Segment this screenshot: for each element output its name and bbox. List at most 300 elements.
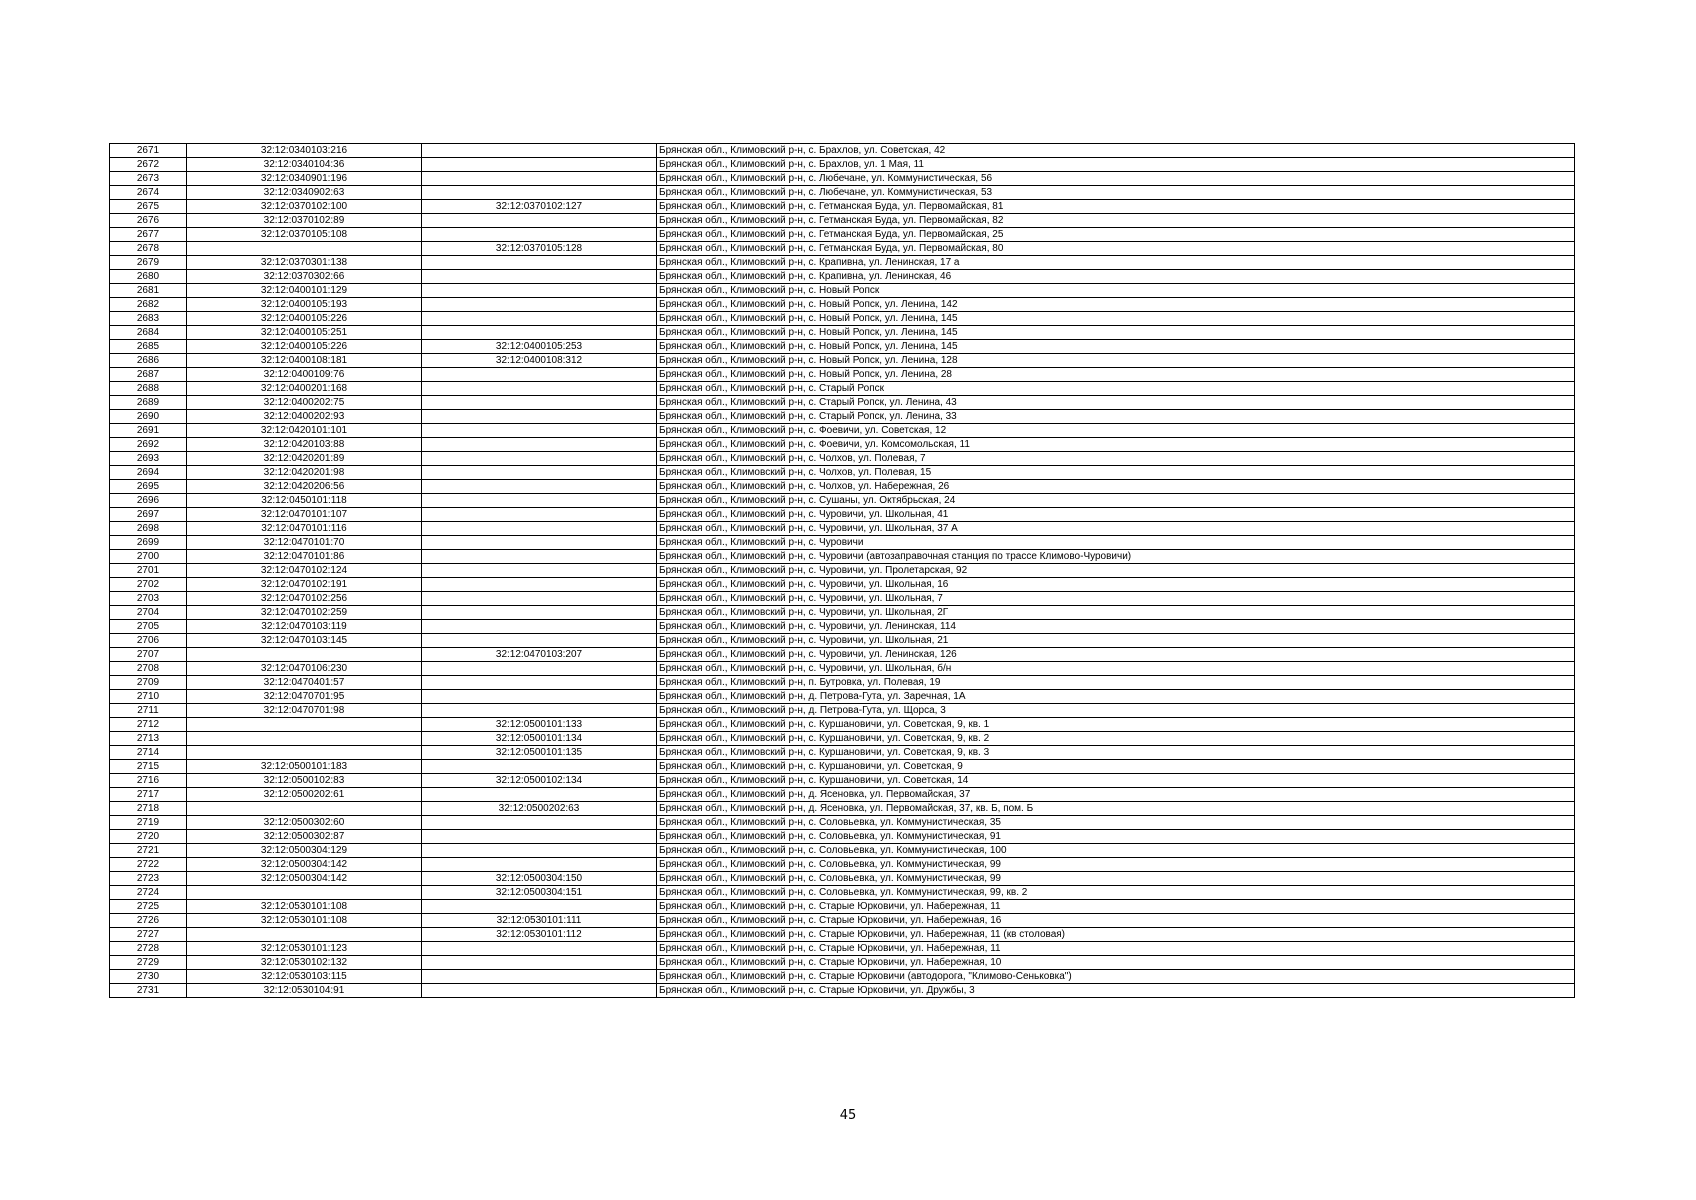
cadastral-number-cell: 32:12:0450101:118: [187, 494, 422, 508]
row-number-cell: 2697: [110, 508, 187, 522]
address-cell: Брянская обл., Климовский р-н, с. Брахлов, ул. 1 Мая, 11: [657, 158, 1575, 172]
related-cadastral-number-cell: [422, 816, 657, 830]
related-cadastral-number-cell: [422, 984, 657, 998]
related-cadastral-number-cell: [422, 564, 657, 578]
row-number-cell: 2682: [110, 298, 187, 312]
row-number-cell: 2716: [110, 774, 187, 788]
table-row: [110, 620, 1575, 634]
cadastral-number-cell: 32:12:0420201:89: [187, 452, 422, 466]
related-cadastral-number-cell: [422, 942, 657, 956]
related-cadastral-number-cell: [422, 410, 657, 424]
address-cell: Брянская обл., Климовский р-н, с. Гетманская Буда, ул. Первомайская, 81: [657, 200, 1575, 214]
table-row: [110, 956, 1575, 970]
table-row: [110, 760, 1575, 774]
cadastral-number-cell: 32:12:0470101:70: [187, 536, 422, 550]
related-cadastral-number-cell: [422, 690, 657, 704]
row-number-cell: 2722: [110, 858, 187, 872]
row-number-cell: 2675: [110, 200, 187, 214]
row-number-cell: 2724: [110, 886, 187, 900]
related-cadastral-number-cell: [422, 172, 657, 186]
related-cadastral-number-cell: [422, 326, 657, 340]
cadastral-number-cell: 32:12:0470102:124: [187, 564, 422, 578]
address-cell: Брянская обл., Климовский р-н, с. Чолхов, ул. Полевая, 15: [657, 466, 1575, 480]
address-cell: Брянская обл., Климовский р-н, с. Чуровичи, ул. Ленинская, 126: [657, 648, 1575, 662]
row-number-cell: 2714: [110, 746, 187, 760]
row-number-cell: 2708: [110, 662, 187, 676]
table-row: [110, 970, 1575, 984]
row-number-cell: 2702: [110, 578, 187, 592]
table-row: [110, 228, 1575, 242]
related-cadastral-number-cell: 32:12:0370102:127: [422, 200, 657, 214]
address-cell: Брянская обл., Климовский р-н, с. Гетманская Буда, ул. Первомайская, 25: [657, 228, 1575, 242]
cadastral-number-cell: 32:12:0470101:86: [187, 550, 422, 564]
address-cell: Брянская обл., Климовский р-н, д. Ясеновка, ул. Первомайская, 37, кв. Б, пом. Б: [657, 802, 1575, 816]
cadastral-number-cell: [187, 732, 422, 746]
table-row: [110, 718, 1575, 732]
cadastral-number-cell: 32:12:0400201:168: [187, 382, 422, 396]
related-cadastral-number-cell: [422, 480, 657, 494]
cadastral-number-cell: 32:12:0370102:89: [187, 214, 422, 228]
address-cell: Брянская обл., Климовский р-н, с. Куршановичи, ул. Советская, 9: [657, 760, 1575, 774]
related-cadastral-number-cell: [422, 312, 657, 326]
row-number-cell: 2699: [110, 536, 187, 550]
cadastral-number-cell: 32:12:0500304:129: [187, 844, 422, 858]
related-cadastral-number-cell: [422, 396, 657, 410]
table-row: [110, 452, 1575, 466]
table-row: [110, 648, 1575, 662]
row-number-cell: 2727: [110, 928, 187, 942]
table-row: [110, 690, 1575, 704]
related-cadastral-number-cell: 32:12:0500202:63: [422, 802, 657, 816]
table-row: [110, 382, 1575, 396]
address-cell: Брянская обл., Климовский р-н, с. Чуровичи, ул. Школьная, 41: [657, 508, 1575, 522]
cadastral-number-cell: 32:12:0370105:108: [187, 228, 422, 242]
related-cadastral-number-cell: 32:12:0400108:312: [422, 354, 657, 368]
related-cadastral-number-cell: 32:12:0500102:134: [422, 774, 657, 788]
table-row: [110, 886, 1575, 900]
address-cell: Брянская обл., Климовский р-н, с. Любечане, ул. Коммунистическая, 56: [657, 172, 1575, 186]
address-cell: Брянская обл., Климовский р-н, с. Соловьевка, ул. Коммунистическая, 91: [657, 830, 1575, 844]
related-cadastral-number-cell: [422, 382, 657, 396]
cadastral-number-cell: 32:12:0400202:93: [187, 410, 422, 424]
row-number-cell: 2687: [110, 368, 187, 382]
address-cell: Брянская обл., Климовский р-н, с. Чолхов, ул. Набережная, 26: [657, 480, 1575, 494]
row-number-cell: 2679: [110, 256, 187, 270]
row-number-cell: 2693: [110, 452, 187, 466]
address-cell: Брянская обл., Климовский р-н, с. Старый Ропск, ул. Ленина, 43: [657, 396, 1575, 410]
table-row: [110, 438, 1575, 452]
related-cadastral-number-cell: [422, 634, 657, 648]
table-row: [110, 354, 1575, 368]
related-cadastral-number-cell: [422, 956, 657, 970]
table-row: [110, 270, 1575, 284]
address-cell: Брянская обл., Климовский р-н, с. Чуровичи, ул. Школьная, б/н: [657, 662, 1575, 676]
address-cell: Брянская обл., Климовский р-н, с. Новый Ропск, ул. Ленина, 142: [657, 298, 1575, 312]
row-number-cell: 2690: [110, 410, 187, 424]
table-row: [110, 522, 1575, 536]
address-cell: Брянская обл., Климовский р-н, с. Чуровичи, ул. Школьная, 21: [657, 634, 1575, 648]
related-cadastral-number-cell: [422, 284, 657, 298]
related-cadastral-number-cell: 32:12:0500101:134: [422, 732, 657, 746]
table-row: [110, 928, 1575, 942]
table-row: [110, 914, 1575, 928]
related-cadastral-number-cell: [422, 662, 657, 676]
related-cadastral-number-cell: [422, 830, 657, 844]
address-cell: Брянская обл., Климовский р-н, с. Новый Ропск, ул. Ленина, 28: [657, 368, 1575, 382]
table-row: [110, 340, 1575, 354]
cadastral-number-cell: 32:12:0470103:145: [187, 634, 422, 648]
related-cadastral-number-cell: 32:12:0500101:133: [422, 718, 657, 732]
cadastral-number-cell: 32:12:0530101:123: [187, 942, 422, 956]
table-row: [110, 284, 1575, 298]
related-cadastral-number-cell: [422, 522, 657, 536]
related-cadastral-number-cell: [422, 676, 657, 690]
table-row: [110, 480, 1575, 494]
row-number-cell: 2707: [110, 648, 187, 662]
row-number-cell: 2685: [110, 340, 187, 354]
row-number-cell: 2674: [110, 186, 187, 200]
address-cell: Брянская обл., Климовский р-н, д. Петрова-Гута, ул. Щорса, 3: [657, 704, 1575, 718]
row-number-cell: 2689: [110, 396, 187, 410]
cadastral-number-cell: 32:12:0420206:56: [187, 480, 422, 494]
address-cell: Брянская обл., Климовский р-н, с. Куршановичи, ул. Советская, 14: [657, 774, 1575, 788]
row-number-cell: 2721: [110, 844, 187, 858]
cadastral-number-cell: 32:12:0470101:107: [187, 508, 422, 522]
row-number-cell: 2731: [110, 984, 187, 998]
table-row: [110, 242, 1575, 256]
related-cadastral-number-cell: 32:12:0400105:253: [422, 340, 657, 354]
related-cadastral-number-cell: [422, 270, 657, 284]
row-number-cell: 2713: [110, 732, 187, 746]
row-number-cell: 2723: [110, 872, 187, 886]
related-cadastral-number-cell: [422, 452, 657, 466]
table-row: [110, 662, 1575, 676]
cadastral-number-cell: [187, 886, 422, 900]
row-number-cell: 2695: [110, 480, 187, 494]
cadastral-number-cell: 32:12:0500302:87: [187, 830, 422, 844]
row-number-cell: 2681: [110, 284, 187, 298]
row-number-cell: 2718: [110, 802, 187, 816]
row-number-cell: 2700: [110, 550, 187, 564]
table-row: [110, 550, 1575, 564]
related-cadastral-number-cell: 32:12:0500304:150: [422, 872, 657, 886]
table-row: [110, 424, 1575, 438]
address-cell: Брянская обл., Климовский р-н, с. Чуровичи: [657, 536, 1575, 550]
row-number-cell: 2730: [110, 970, 187, 984]
row-number-cell: 2725: [110, 900, 187, 914]
table-row: [110, 802, 1575, 816]
row-number-cell: 2671: [110, 144, 187, 158]
address-cell: Брянская обл., Климовский р-н, с. Новый Ропск, ул. Ленина, 128: [657, 354, 1575, 368]
related-cadastral-number-cell: [422, 438, 657, 452]
table-row: [110, 900, 1575, 914]
cadastral-number-cell: [187, 746, 422, 760]
related-cadastral-number-cell: [422, 368, 657, 382]
related-cadastral-number-cell: [422, 858, 657, 872]
related-cadastral-number-cell: [422, 620, 657, 634]
address-cell: Брянская обл., Климовский р-н, с. Соловьевка, ул. Коммунистическая, 99, кв. 2: [657, 886, 1575, 900]
cadastral-number-cell: 32:12:0500302:60: [187, 816, 422, 830]
related-cadastral-number-cell: [422, 298, 657, 312]
cadastral-number-cell: 32:12:0470101:116: [187, 522, 422, 536]
cadastral-number-cell: [187, 242, 422, 256]
row-number-cell: 2678: [110, 242, 187, 256]
address-cell: Брянская обл., Климовский р-н, с. Гетманская Буда, ул. Первомайская, 82: [657, 214, 1575, 228]
cadastral-number-cell: 32:12:0340103:216: [187, 144, 422, 158]
row-number-cell: 2676: [110, 214, 187, 228]
cadastral-number-cell: 32:12:0500101:183: [187, 760, 422, 774]
table-row: [110, 158, 1575, 172]
related-cadastral-number-cell: 32:12:0470103:207: [422, 648, 657, 662]
cadastral-number-cell: 32:12:0400109:76: [187, 368, 422, 382]
row-number-cell: 2683: [110, 312, 187, 326]
row-number-cell: 2691: [110, 424, 187, 438]
related-cadastral-number-cell: [422, 592, 657, 606]
address-cell: Брянская обл., Климовский р-н, с. Соловьевка, ул. Коммунистическая, 100: [657, 844, 1575, 858]
row-number-cell: 2686: [110, 354, 187, 368]
address-cell: Брянская обл., Климовский р-н, с. Куршановичи, ул. Советская, 9, кв. 1: [657, 718, 1575, 732]
cadastral-number-cell: 32:12:0500304:142: [187, 872, 422, 886]
row-number-cell: 2711: [110, 704, 187, 718]
row-number-cell: 2696: [110, 494, 187, 508]
address-cell: Брянская обл., Климовский р-н, с. Новый Ропск: [657, 284, 1575, 298]
address-cell: Брянская обл., Климовский р-н, с. Новый Ропск, ул. Ленина, 145: [657, 340, 1575, 354]
table-row: [110, 774, 1575, 788]
address-cell: Брянская обл., Климовский р-н, с. Любечане, ул. Коммунистическая, 53: [657, 186, 1575, 200]
table-row: [110, 564, 1575, 578]
address-cell: Брянская обл., Климовский р-н, с. Старые Юрковичи, ул. Набережная, 10: [657, 956, 1575, 970]
table-row: [110, 256, 1575, 270]
table-row: [110, 508, 1575, 522]
cadastral-number-cell: 32:12:0340901:196: [187, 172, 422, 186]
related-cadastral-number-cell: [422, 228, 657, 242]
table-row: [110, 144, 1575, 158]
row-number-cell: 2694: [110, 466, 187, 480]
cadastral-number-cell: 32:12:0470701:98: [187, 704, 422, 718]
address-cell: Брянская обл., Климовский р-н, с. Крапивна, ул. Ленинская, 46: [657, 270, 1575, 284]
table-row: [110, 466, 1575, 480]
address-cell: Брянская обл., Климовский р-н, с. Чолхов, ул. Полевая, 7: [657, 452, 1575, 466]
row-number-cell: 2701: [110, 564, 187, 578]
table-row: [110, 872, 1575, 886]
cadastral-number-cell: 32:12:0470701:95: [187, 690, 422, 704]
cadastral-number-cell: 32:12:0470102:191: [187, 578, 422, 592]
cadastral-number-cell: 32:12:0530101:108: [187, 900, 422, 914]
related-cadastral-number-cell: [422, 844, 657, 858]
related-cadastral-number-cell: 32:12:0500101:135: [422, 746, 657, 760]
cadastral-number-cell: 32:12:0400202:75: [187, 396, 422, 410]
cadastral-number-cell: [187, 718, 422, 732]
address-cell: Брянская обл., Климовский р-н, с. Чуровичи, ул. Школьная, 2Г: [657, 606, 1575, 620]
table-row: [110, 326, 1575, 340]
row-number-cell: 2704: [110, 606, 187, 620]
table-row: [110, 186, 1575, 200]
cadastral-number-cell: 32:12:0500202:61: [187, 788, 422, 802]
cadastral-number-cell: 32:12:0400101:129: [187, 284, 422, 298]
address-cell: Брянская обл., Климовский р-н, с. Гетманская Буда, ул. Первомайская, 80: [657, 242, 1575, 256]
address-cell: Брянская обл., Климовский р-н, с. Старые Юрковичи (автодорога, "Климово-Сеньковка"): [657, 970, 1575, 984]
row-number-cell: 2706: [110, 634, 187, 648]
address-cell: Брянская обл., Климовский р-н, п. Бутровка, ул. Полевая, 19: [657, 676, 1575, 690]
row-number-cell: 2673: [110, 172, 187, 186]
related-cadastral-number-cell: [422, 508, 657, 522]
address-cell: Брянская обл., Климовский р-н, с. Чуровичи, ул. Ленинская, 114: [657, 620, 1575, 634]
address-cell: Брянская обл., Климовский р-н, с. Фоевичи, ул. Комсомольская, 11: [657, 438, 1575, 452]
table-row: [110, 214, 1575, 228]
address-cell: Брянская обл., Климовский р-н, с. Старый Ропск: [657, 382, 1575, 396]
row-number-cell: 2684: [110, 326, 187, 340]
cadastral-number-cell: 32:12:0530104:91: [187, 984, 422, 998]
related-cadastral-number-cell: 32:12:0500304:151: [422, 886, 657, 900]
row-number-cell: 2720: [110, 830, 187, 844]
cadastral-number-cell: 32:12:0500102:83: [187, 774, 422, 788]
cadastral-number-cell: 32:12:0470103:119: [187, 620, 422, 634]
related-cadastral-number-cell: [422, 550, 657, 564]
related-cadastral-number-cell: [422, 256, 657, 270]
table-row: [110, 844, 1575, 858]
related-cadastral-number-cell: [422, 494, 657, 508]
row-number-cell: 2688: [110, 382, 187, 396]
table-row: [110, 816, 1575, 830]
cadastral-number-cell: 32:12:0400108:181: [187, 354, 422, 368]
row-number-cell: 2719: [110, 816, 187, 830]
related-cadastral-number-cell: 32:12:0530101:112: [422, 928, 657, 942]
related-cadastral-number-cell: [422, 788, 657, 802]
table-row: [110, 312, 1575, 326]
row-number-cell: 2715: [110, 760, 187, 774]
table-row: [110, 200, 1575, 214]
row-number-cell: 2680: [110, 270, 187, 284]
related-cadastral-number-cell: [422, 578, 657, 592]
address-cell: Брянская обл., Климовский р-н, с. Старые Юрковичи, ул. Набережная, 16: [657, 914, 1575, 928]
row-number-cell: 2703: [110, 592, 187, 606]
cadastral-number-cell: 32:12:0470102:259: [187, 606, 422, 620]
address-cell: Брянская обл., Климовский р-н, с. Куршановичи, ул. Советская, 9, кв. 3: [657, 746, 1575, 760]
related-cadastral-number-cell: [422, 606, 657, 620]
related-cadastral-number-cell: [422, 536, 657, 550]
table-row: [110, 732, 1575, 746]
related-cadastral-number-cell: [422, 144, 657, 158]
cadastral-number-cell: 32:12:0340902:63: [187, 186, 422, 200]
related-cadastral-number-cell: [422, 900, 657, 914]
table-row: [110, 494, 1575, 508]
cadastral-number-cell: 32:12:0470106:230: [187, 662, 422, 676]
row-number-cell: 2705: [110, 620, 187, 634]
address-cell: Брянская обл., Климовский р-н, с. Новый Ропск, ул. Ленина, 145: [657, 326, 1575, 340]
table-row: [110, 830, 1575, 844]
registry-table-body: [110, 144, 1575, 998]
address-cell: Брянская обл., Климовский р-н, с. Старые Юрковичи, ул. Набережная, 11: [657, 942, 1575, 956]
cadastral-number-cell: [187, 648, 422, 662]
row-number-cell: 2677: [110, 228, 187, 242]
cadastral-number-cell: 32:12:0530103:115: [187, 970, 422, 984]
cadastral-number-cell: 32:12:0340104:36: [187, 158, 422, 172]
cadastral-number-cell: 32:12:0530102:132: [187, 956, 422, 970]
address-cell: Брянская обл., Климовский р-н, с. Новый Ропск, ул. Ленина, 145: [657, 312, 1575, 326]
row-number-cell: 2726: [110, 914, 187, 928]
table-row: [110, 676, 1575, 690]
cadastral-number-cell: 32:12:0400105:226: [187, 312, 422, 326]
table-row: [110, 172, 1575, 186]
address-cell: Брянская обл., Климовский р-н, с. Фоевичи, ул. Советская, 12: [657, 424, 1575, 438]
address-cell: Брянская обл., Климовский р-н, с. Соловьевка, ул. Коммунистическая, 99: [657, 872, 1575, 886]
table-row: [110, 634, 1575, 648]
address-cell: Брянская обл., Климовский р-н, с. Соловьевка, ул. Коммунистическая, 35: [657, 816, 1575, 830]
related-cadastral-number-cell: [422, 214, 657, 228]
table-row: [110, 788, 1575, 802]
cadastral-number-cell: 32:12:0400105:193: [187, 298, 422, 312]
address-cell: Брянская обл., Климовский р-н, д. Петрова-Гута, ул. Заречная, 1А: [657, 690, 1575, 704]
address-cell: Брянская обл., Климовский р-н, с. Старые Юрковичи, ул. Набережная, 11 (кв столовая): [657, 928, 1575, 942]
row-number-cell: 2729: [110, 956, 187, 970]
row-number-cell: 2709: [110, 676, 187, 690]
row-number-cell: 2698: [110, 522, 187, 536]
address-cell: Брянская обл., Климовский р-н, с. Старые Юрковичи, ул. Дружбы, 3: [657, 984, 1575, 998]
cadastral-number-cell: 32:12:0370301:138: [187, 256, 422, 270]
row-number-cell: 2717: [110, 788, 187, 802]
address-cell: Брянская обл., Климовский р-н, с. Старые Юрковичи, ул. Набережная, 11: [657, 900, 1575, 914]
address-cell: Брянская обл., Климовский р-н, с. Чуровичи (автозаправочная станция по трассе Климово-Чуровичи): [657, 550, 1575, 564]
cadastral-number-cell: 32:12:0420101:101: [187, 424, 422, 438]
cadastral-number-cell: 32:12:0530101:108: [187, 914, 422, 928]
cadastral-number-cell: 32:12:0420201:98: [187, 466, 422, 480]
address-cell: Брянская обл., Климовский р-н, с. Брахлов, ул. Советская, 42: [657, 144, 1575, 158]
cadastral-number-cell: 32:12:0400105:226: [187, 340, 422, 354]
table-row: [110, 704, 1575, 718]
table-row: [110, 606, 1575, 620]
row-number-cell: 2710: [110, 690, 187, 704]
table-row: [110, 984, 1575, 998]
table-row: [110, 746, 1575, 760]
row-number-cell: 2712: [110, 718, 187, 732]
table-row: [110, 592, 1575, 606]
related-cadastral-number-cell: [422, 158, 657, 172]
related-cadastral-number-cell: [422, 760, 657, 774]
cadastral-number-cell: 32:12:0370102:100: [187, 200, 422, 214]
related-cadastral-number-cell: 32:12:0370105:128: [422, 242, 657, 256]
page-number: 45: [839, 1108, 857, 1123]
table-row: [110, 298, 1575, 312]
address-cell: Брянская обл., Климовский р-н, с. Чуровичи, ул. Пролетарская, 92: [657, 564, 1575, 578]
address-cell: Брянская обл., Климовский р-н, с. Старый Ропск, ул. Ленина, 33: [657, 410, 1575, 424]
related-cadastral-number-cell: [422, 466, 657, 480]
row-number-cell: 2672: [110, 158, 187, 172]
related-cadastral-number-cell: [422, 424, 657, 438]
table-row: [110, 942, 1575, 956]
row-number-cell: 2692: [110, 438, 187, 452]
cadastral-number-cell: 32:12:0500304:142: [187, 858, 422, 872]
related-cadastral-number-cell: [422, 970, 657, 984]
address-cell: Брянская обл., Климовский р-н, д. Ясеновка, ул. Первомайская, 37: [657, 788, 1575, 802]
address-cell: Брянская обл., Климовский р-н, с. Чуровичи, ул. Школьная, 37 А: [657, 522, 1575, 536]
address-cell: Брянская обл., Климовский р-н, с. Куршановичи, ул. Советская, 9, кв. 2: [657, 732, 1575, 746]
table-row: [110, 368, 1575, 382]
address-cell: Брянская обл., Климовский р-н, с. Чуровичи, ул. Школьная, 16: [657, 578, 1575, 592]
table-row: [110, 536, 1575, 550]
address-cell: Брянская обл., Климовский р-н, с. Сушаны, ул. Октябрьская, 24: [657, 494, 1575, 508]
cadastral-number-cell: 32:12:0420103:88: [187, 438, 422, 452]
related-cadastral-number-cell: [422, 186, 657, 200]
address-cell: Брянская обл., Климовский р-н, с. Соловьевка, ул. Коммунистическая, 99: [657, 858, 1575, 872]
related-cadastral-number-cell: 32:12:0530101:111: [422, 914, 657, 928]
address-cell: Брянская обл., Климовский р-н, с. Крапивна, ул. Ленинская, 17 а: [657, 256, 1575, 270]
cadastral-number-cell: 32:12:0400105:251: [187, 326, 422, 340]
table-row: [110, 578, 1575, 592]
cadastral-number-cell: 32:12:0370302:66: [187, 270, 422, 284]
related-cadastral-number-cell: [422, 704, 657, 718]
table-row: [110, 396, 1575, 410]
cadastral-number-cell: 32:12:0470102:256: [187, 592, 422, 606]
